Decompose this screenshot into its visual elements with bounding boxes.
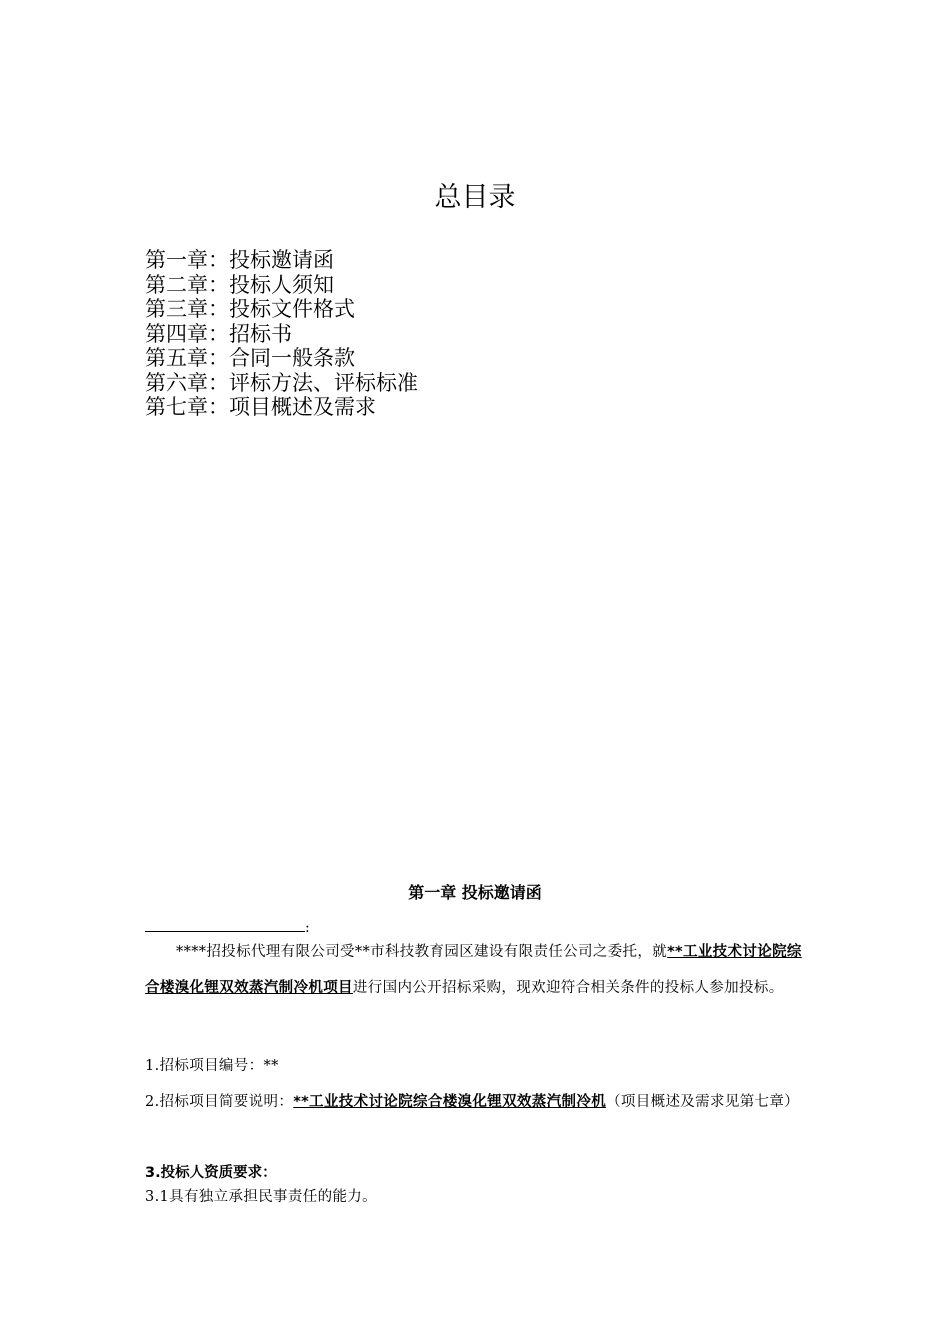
toc-item-chapter-5: 第五章：合同一般条款 — [145, 346, 355, 370]
recipient-colon: : — [305, 920, 310, 936]
project-number-line: 1.招标项目编号：** — [145, 1058, 279, 1074]
toc-item-chapter-1: 第一章：投标邀请函 — [145, 248, 334, 272]
recipient-blank — [145, 917, 305, 932]
project-description-prefix: 2.招标项目简要说明： — [145, 1094, 294, 1110]
project-description-suffix: （项目概述及需求见第七章） — [606, 1094, 800, 1110]
toc-item-chapter-4: 第四章：招标书 — [145, 321, 292, 346]
project-name: **工业技术讨论院综合楼溴化锂双效蒸汽制冷机项目 — [145, 944, 802, 996]
toc-item-chapter-2: 第二章：投标人须知 — [145, 272, 334, 297]
qualification-item-1: 3.1具有独立承担民事责任的能力。 — [145, 1189, 378, 1205]
toc-item-chapter-3: 第三章：投标文件格式 — [145, 297, 355, 321]
toc-item-chapter-7: 第七章：项目概述及需求 — [145, 395, 376, 419]
invitation-text-part2: 进行国内公开招标采购，现欢迎符合相关条件的投标人参加投标。 — [352, 980, 784, 996]
invitation-paragraph — [145, 934, 809, 1006]
toc-list — [145, 248, 418, 420]
qualification-heading: 3.投标人资质要求： — [145, 1165, 277, 1181]
invitation-text-part1: ****招投标代理有限公司受**市科技教育园区建设有限责任公司之委托，就 — [176, 944, 668, 960]
project-description-name: **工业技术讨论院综合楼溴化锂双效蒸汽制冷机 — [293, 1094, 607, 1110]
toc-title: 总目录 — [434, 182, 516, 213]
toc-item-chapter-6: 第六章：评标方法、评标标准 — [145, 370, 418, 395]
chapter-1-heading: 第一章 投标邀请函 — [408, 883, 542, 902]
project-description-line — [145, 1084, 809, 1120]
